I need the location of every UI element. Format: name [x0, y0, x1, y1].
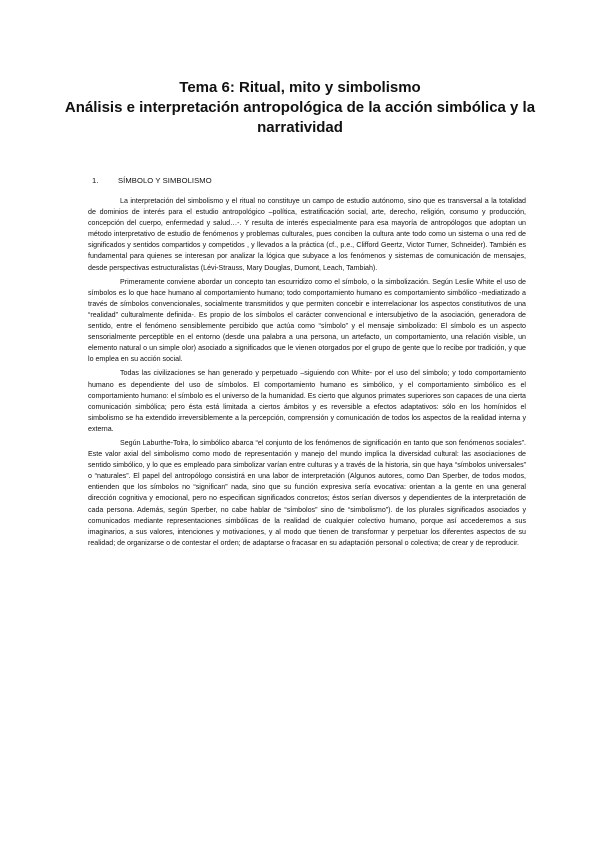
title-main: Tema 6: Ritual, mito y simbolismo: [179, 79, 421, 96]
paragraph-4: Según Laburthe-Tolra, lo simbólico abarca “el conjunto de los fenómenos de significación en tanto que son fenómenos sociales”. Este valor axial del simbolismo como modo de representación y manejo del mundo implica la diversidad cultural: las asociaciones de sentido simbólico, y lo que es empleado para simbolizar varían entre culturas y a través de la historia, sin que haya “símbolos universales” o “naturales”. El papel del antropólogo consistirá en una labor de interpretación (Algunos autores, como Dan Sperber, de todos modos, entienden que los símbolos no “significan” nada, sino que su función expresiva sería evocativa: orientan a la gente en una general dirección cognitiva y emocional, pero no especifican significados concretos; éstos serían diversos y dependientes de la interpretación de cada persona. Además, según Sperber, no cabe hablar de “símbolos” sino de “simbolismo”). de los plurales significados asociados y comunicados mediante representaciones simbólicas de la realidad de cualquier colectivo humano, porque así accederemos a sus imaginarios, a sus valores, intenciones y motivaciones, y al modo que tienen de transformar y perpetuar los diferentes aspectos de su realidad; de organizarse o de contestar el orden; de adaptarse o fracasar en su adaptación personal o colectiva; de crear y de reproducir.: [88, 438, 526, 547]
paragraph-3: Todas las civilizaciones se han generado y perpetuado –siguiendo con White- por el uso del símbolo; y todo comportamiento humano es dependiente del uso de símbolos. El comportamiento humano es simbólico, y el comportamiento simbólico es el comportamiento humano: el símbolo es el universo de la humanidad. Es cierto que algunos primates superiores son capaces de una cierta comunicación simbólica; pero ésta está limitada a ciertos ámbitos y es reversible a efectos adaptativos: sólo en los homínidos el simbolismo se ha extendido irreversiblemente a la percepción, comprensión y comunicación de todos los aspectos de la realidad interna y externa.: [88, 369, 526, 433]
section-heading: [92, 176, 212, 185]
paragraph-1: La interpretación del simbolismo y el ritual no constituye un campo de estudio autónomo, sino que es transversal a la totalidad de dominios de interés para el estudio antropológico –política, estratificación social, arte, derecho, religión, consumo y producción, concepción del cuerpo, enfermedad y salud…-. Y resulta de interés especialmente para esa mayoría de antropólogos que adoptan un método interpretativo de estudio de fenómenos y problemas culturales, pues conciben la cultura ante todo como un sistema o una red de significados y sentidos compartidos y competidos , y llevados a la práctica (cf., p.e., Clifford Geertz, Victor Turner, Schneider). También es fundamental para quienes se interesan por analizar la lógica que subyace a los fenómenos y sistemas de comunicación de mensajes, desde perspectivas estructuralistas (Lévi-Strauss, Mary Douglas, Dumont, Leach, Tambiah).: [88, 197, 526, 272]
title-subtitle: Análisis e interpretación antropológica de la acción simbólica y la narratividad: [64, 99, 536, 136]
section-number: 1.: [92, 176, 99, 185]
document-body: [88, 196, 526, 552]
document-title: [60, 78, 540, 138]
section-heading-text: SÍMBOLO Y SIMBOLISMO: [118, 176, 212, 185]
paragraph-2: Primeramente conviene abordar un concepto tan escurridizo como el símbolo, o la simbolización. Según Leslie White el uso de símbolos es lo que hace humano al comportamiento humano; todo comportamiento humano es comportamiento simbólico -mediatizado a través de símbolos convencionales, socialmente transmitidos y que permiten concebir e interrelacionar los aspectos constitutivos de una “realidad” culturalmente definida-. Es propio de los símbolos el carácter convencional e intersubjetivo de la asociación, generadora de sentido, entre el fenómeno sensiblemente percibido que actúa como “símbolo” y el mensaje simbolizado: El símbolo es un aspecto sensorialmente perceptible en el entorno (desde una palabra a una persona, un artefacto, un comportamiento, una relación visible, un elemento natural o un simple olor) asociado a significados que le vienen otorgados por el grupo de gente que lo recibe por tradición, y que lo emplea en su acción social.: [88, 277, 526, 364]
